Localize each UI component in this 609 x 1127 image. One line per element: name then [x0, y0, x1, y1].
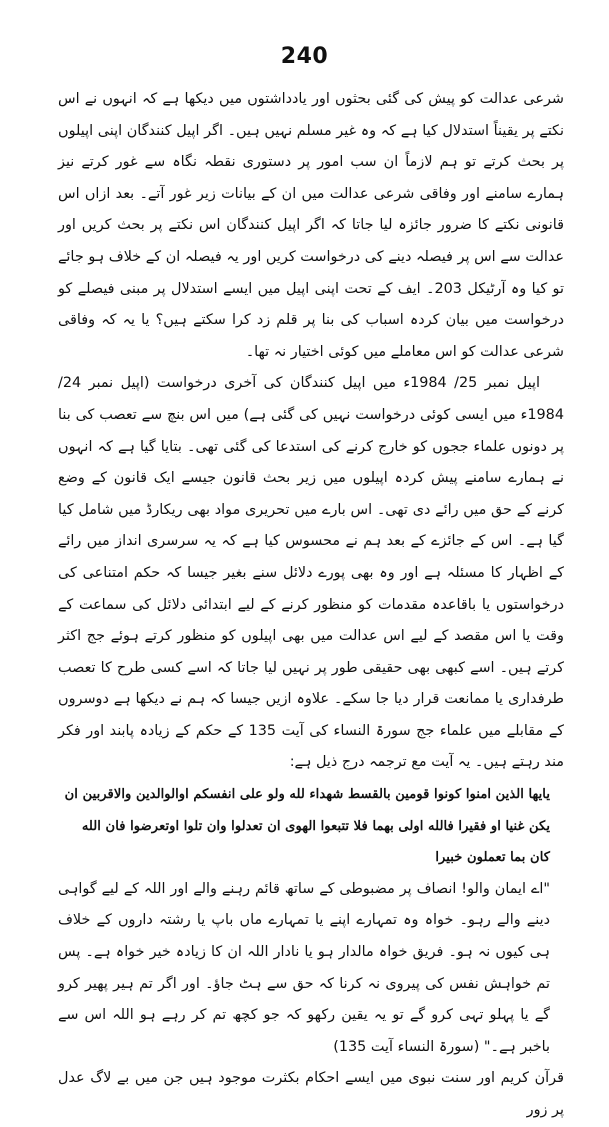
paragraph-2: اپیل نمبر 25/ 1984ء میں اپیل کنندگان کی آخری درخواست (اپیل نمبر 24/ 1984ء میں ایسی کوئی درخواست نہیں کی گئی ہے) میں اس بنچ سے تعصب کی بنا پر دونوں علماء ججوں کو خارج کرنے کی استدعا کی گئی تھی۔ بتایا گیا ہے کہ انہوں نے ہمارے سامنے پیش کردہ اپیلوں میں زیر بحث قانون جیسے ایک قانون کے وضع کرنے کے حق میں رائے دی تھی۔ اس بارے میں تحریری مواد بھی ریکارڈ میں شامل کیا گیا ہے۔ اس کے جائزے کے بعد ہم نے محسوس کیا ہے کہ یہ سرسری انداز میں رائے کے اظہار کا مسئلہ ہے اور وہ بھی پورے دلائل سنے بغیر جیسا کہ حکم امتناعی کی درخواستوں یا باقاعدہ مقدمات کو منظور کرنے کے لیے ابتدائی دلائل کی سماعت کے وقت یا اس مقصد کے لیے اس عدالت میں بھی اپیلوں کو منظور کرتے ہوئے جج اکثر کرتے ہیں۔ اسے کبھی بھی حقیقی طور پر نہیں لیا جاتا کہ اسے کسی طرح کا تعصب طرفداری یا ممانعت قرار دیا جا سکے۔ علاوہ ازیں جیسا کہ ہم نے دیکھا ہے دوسروں کے مقابلے میں علماء جج سورۃ النساء کی آیت 135 کے حکم کے زیادہ پابند اور فکر مند رہتے ہیں۔ یہ آیت مع ترجمہ درج ذیل ہے: [58, 375, 564, 771]
page-number: 240 [280, 44, 329, 69]
page-body [58, 84, 564, 1127]
closing-line: قرآن کریم اور سنت نبوی میں ایسے احکام بکثرت موجود ہیں جن میں بے لاگ عدل پر زور [58, 1070, 564, 1118]
paragraph-1: شرعی عدالت کو پیش کی گئی بحثوں اور یادداشتوں میں دیکھا ہے کہ انہوں نے اس نکتے پر یقیناً استدلال کیا ہے کہ وہ غیر مسلم نہیں ہیں۔ اگر اپیل کنندگان اپنی اپیلوں پر بحث کرتے تو ہم لازماً ان سب امور پر دستوری نقطہ نگاہ سے غور کرتے نیز ہمارے سامنے اور وفاقی شرعی عدالت میں ان کے بیانات زیر غور آتے۔ بعد ازاں اس قانونی نکتے کا ضرور جائزہ لیا جاتا کہ اگر اپیل کنندگان اس نکتے پر بحث کریں اور عدالت سے اس پر فیصلہ دینے کی درخواست کریں اور یہ فیصلہ ان کے خلاف ہو جائے تو کیا وہ آرٹیکل 203۔ ایف کے تحت اپنی اپیل میں ایسے استدلال پر مبنی فیصلے کو درخواست میں بیان کردہ اسباب کی بنا پر قلم زد کرا سکتے ہیں؟ یا یہ کہ وفاقی شرعی عدالت کو اس معاملے میں کوئی اختیار نہ تھا۔ [58, 91, 564, 360]
quran-verse-translation: "اے ایمان والو! انصاف پر مضبوطی کے ساتھ قائم رہنے والے اور اللہ کے لیے گواہی دینے والے رہو۔ خواہ وہ تمہارے اپنے یا تمہارے ماں باپ یا رشتہ داروں کے خلاف ہی کیوں نہ ہو۔ فریق خواہ مالدار ہو یا نادار اللہ ان کا زیادہ خیر خواہ ہے۔ پس تم خواہش نفس کی پیروی نہ کرنا کہ حق سے ہٹ جاؤ۔ اور اگر تم ہیر پھیر کرو گے یا پہلو تہی کرو گے تو یہ یقین رکھو کہ جو کچھ تم کر رہے ہو اللہ اس سے باخبر ہے۔" (سورۃ النساء آیت 135) [58, 880, 550, 1055]
quran-verse-arabic: یایها الذین امنوا کونوا قومین بالقسط شهداء لله ولو علی انفسکم اوالوالدین والاقربین ان یکن غنیا او فقیرا فالله اولی بهما فلا تتبعوا الهوی ان تعدلوا وان تلوا اوتعرضوا فان الله کان بما تعملون خبیرا [64, 787, 550, 866]
